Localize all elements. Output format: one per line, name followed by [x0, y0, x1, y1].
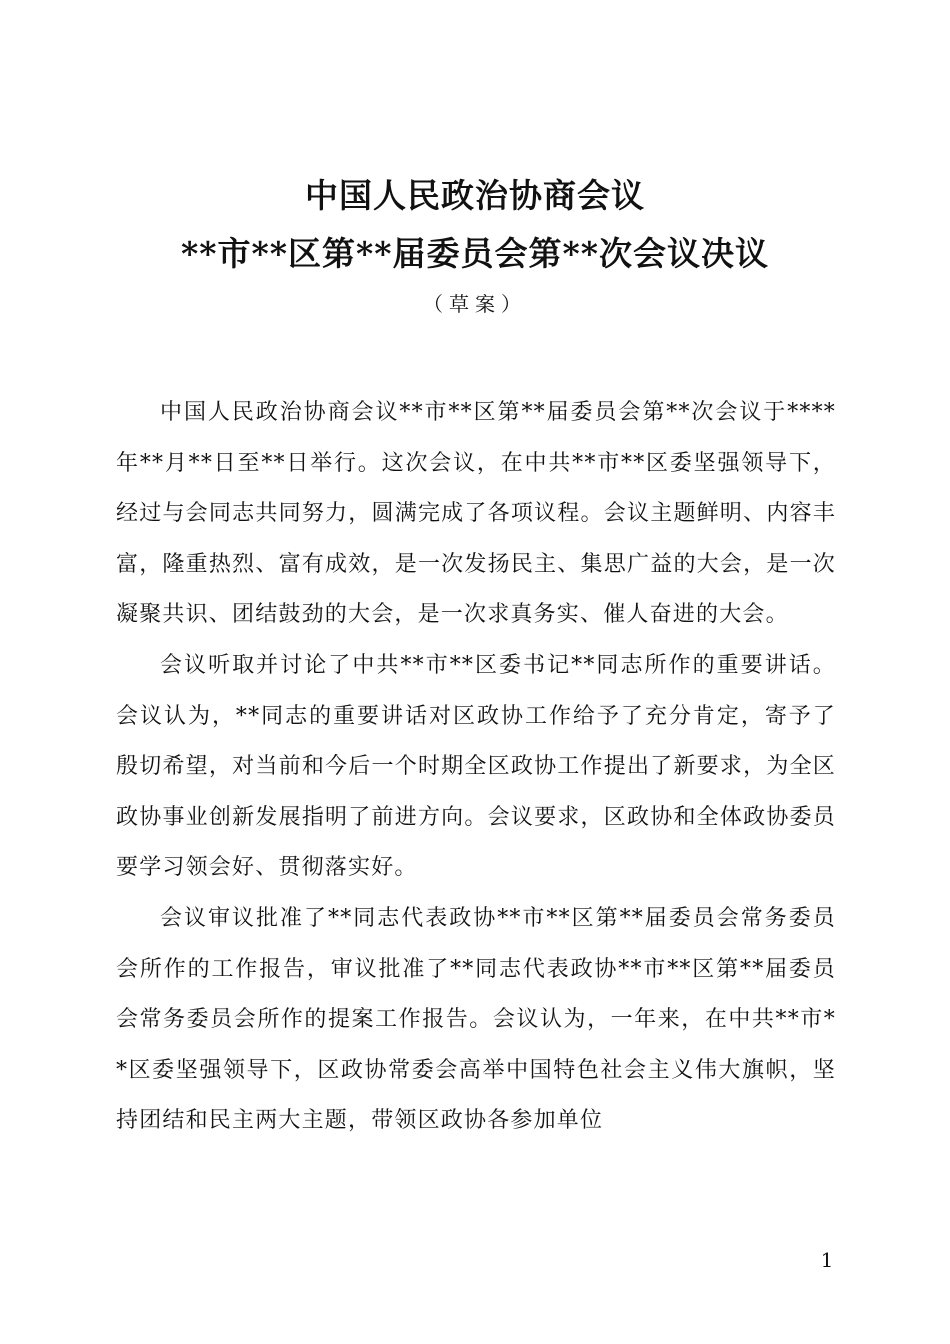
document-title-line-1: 中国人民政治协商会议	[305, 176, 645, 215]
document-subtitle: （草案）	[423, 292, 527, 316]
document-title-line-2: **市**区第**届委员会第**次会议决议	[180, 234, 770, 273]
document-body	[116, 388, 836, 1147]
paragraph-2: 会议听取并讨论了中共**市**区委书记**同志所作的重要讲话。会议认为，**同志的重要讲话对区政协工作给予了充分肯定，寄予了殷切希望，对当前和今后一个时期全区政协工作提出了新要求，为全区政协事业创新发展指明了前进方向。会议要求，区政协和全体政协委员要学习领会好、贯彻落实好。	[116, 652, 836, 881]
paragraph-1: 中国人民政治协商会议**市**区第**届委员会第**次会议于****年**月**日至**日举行。这次会议，在中共**市**区委坚强领导下，经过与会同志共同努力，圆满完成了各项议程。会议主题鲜明、内容丰富，隆重热烈、富有成效，是一次发扬民主、集思广益的大会，是一次凝聚共识、团结鼓劲的大会，是一次求真务实、催人奋进的大会。	[116, 400, 836, 628]
page-number: 1	[820, 1248, 834, 1272]
paragraph-3: 会议审议批准了**同志代表政协**市**区第**届委员会常务委员会所作的工作报告，审议批准了**同志代表政协**市**区第**届委员会常务委员会所作的提案工作报告。会议认为，一年来，在中共**市**区委坚强领导下，区政协常委会高举中国特色社会主义伟大旗帜，坚持团结和民主两大主题，带领区政协各参加单位	[116, 905, 836, 1134]
